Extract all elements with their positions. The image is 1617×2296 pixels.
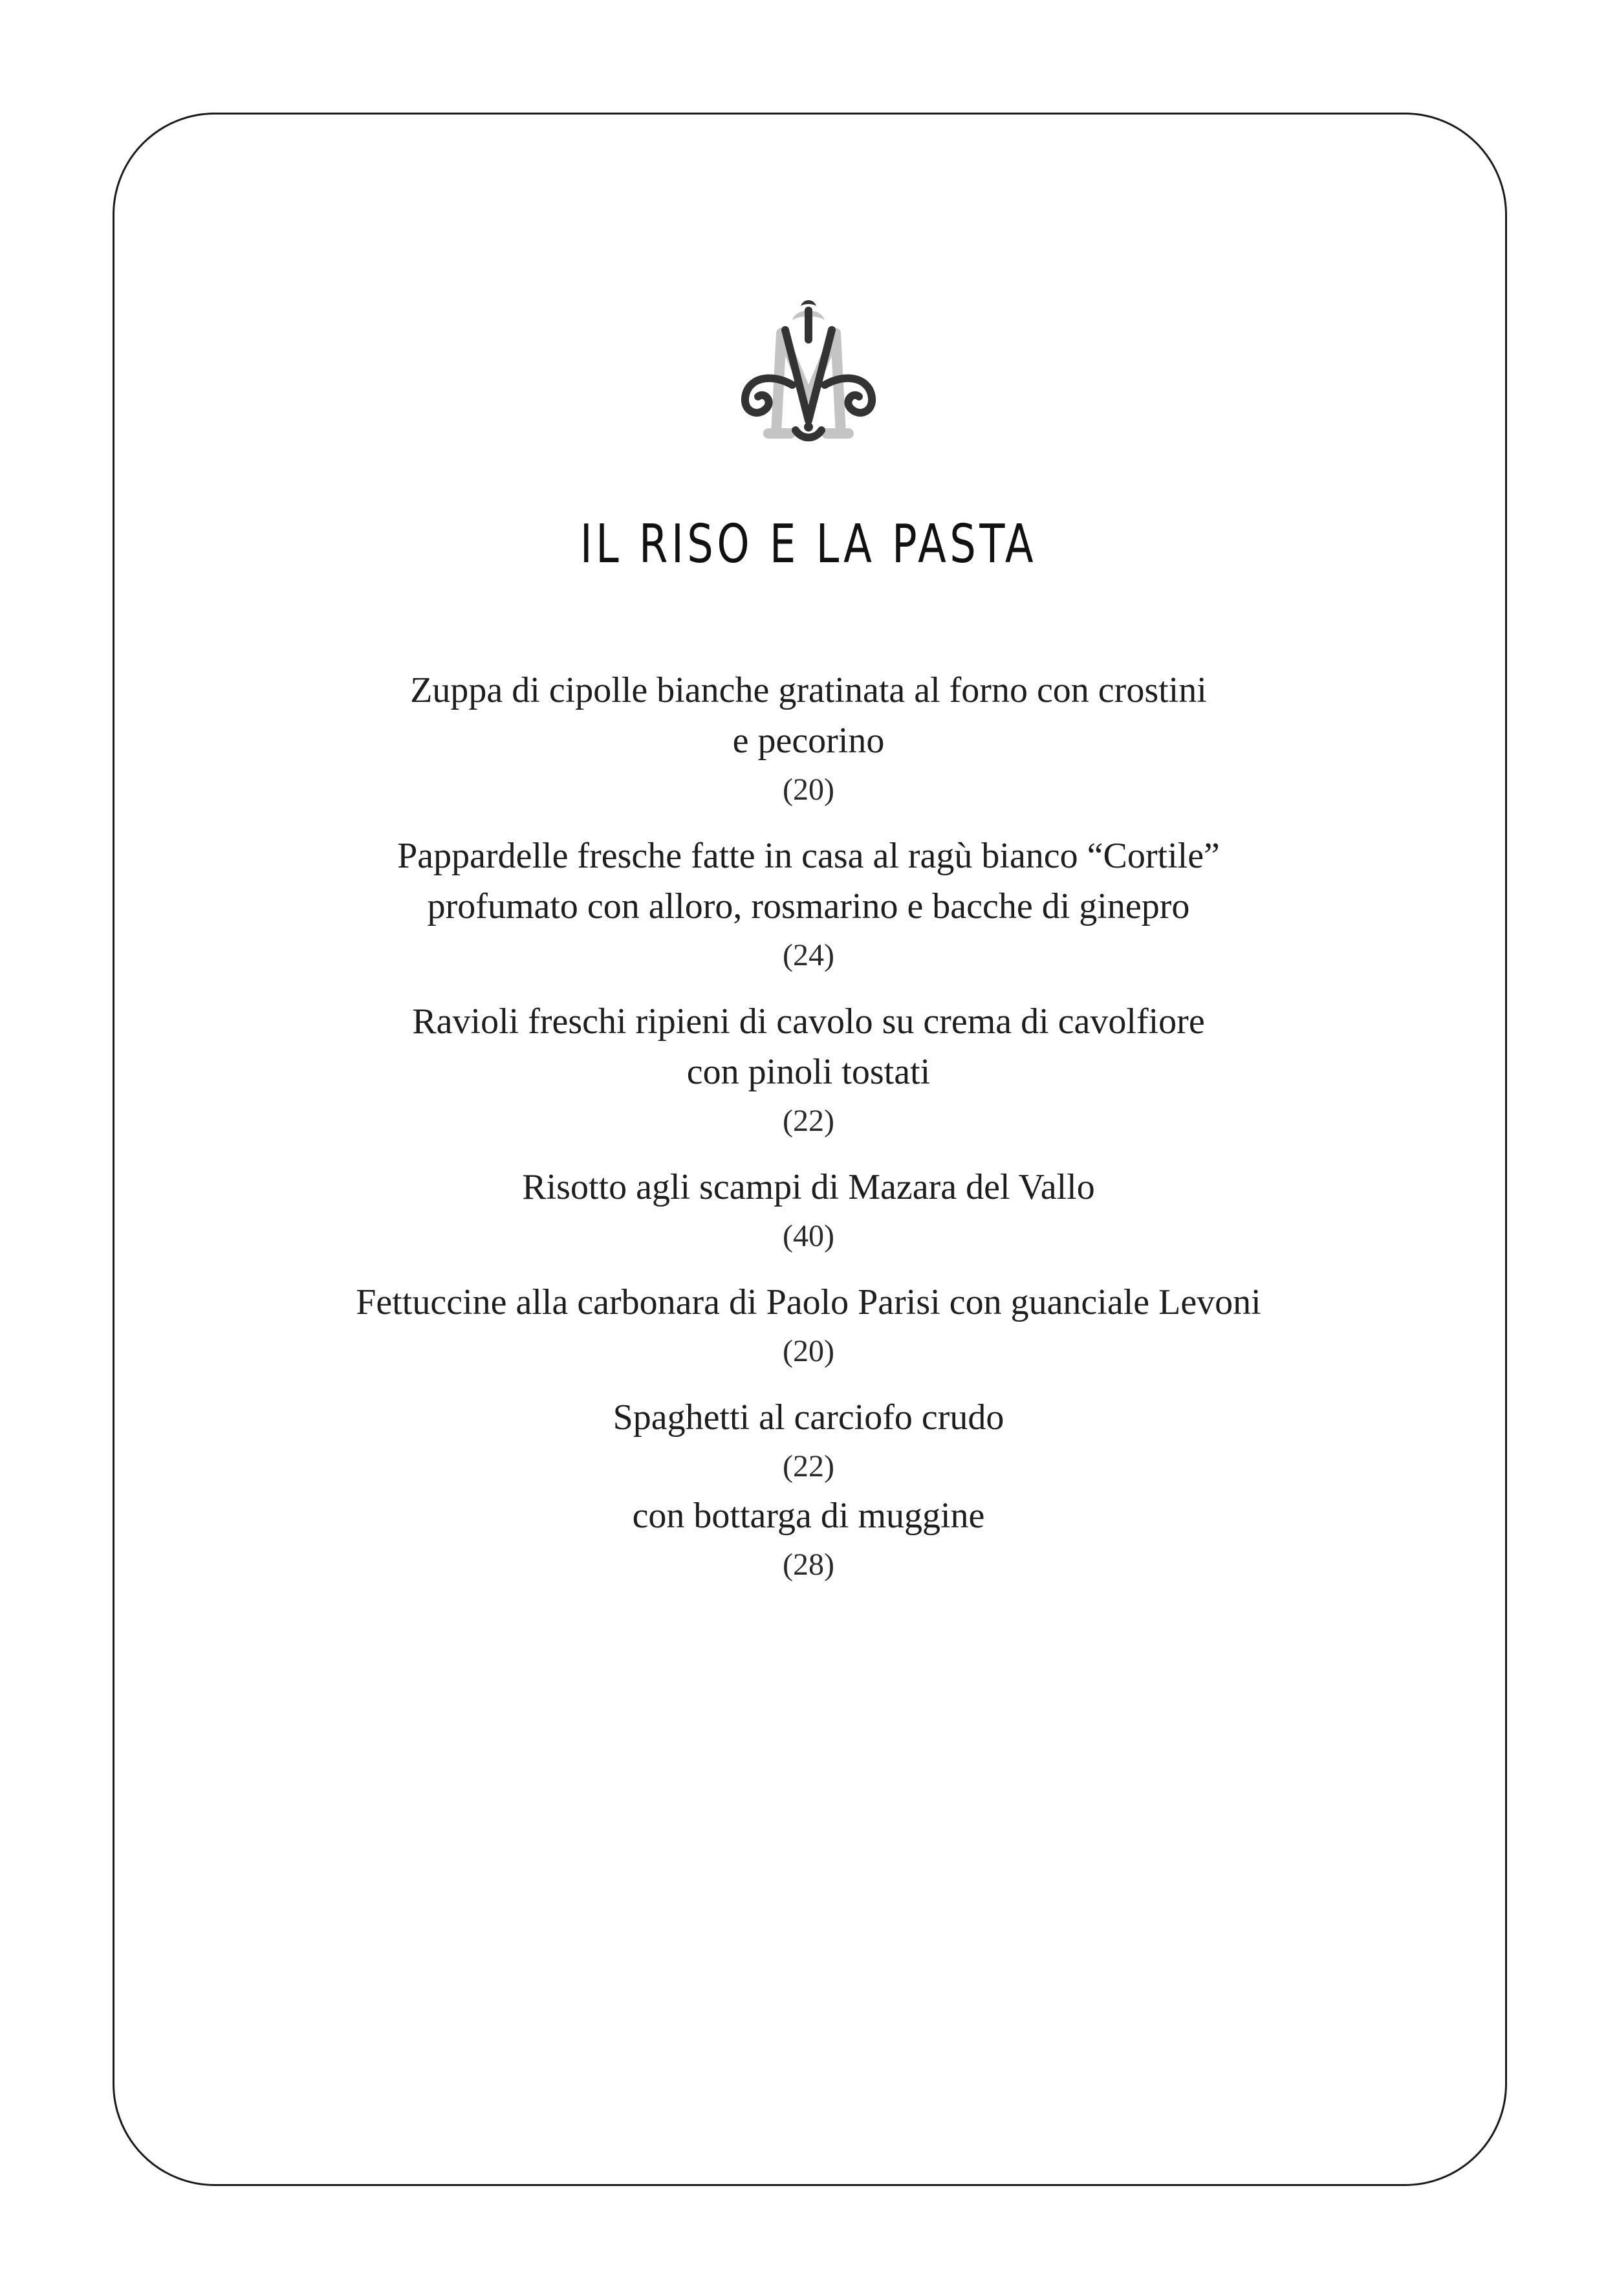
dish-price: (20) [783,772,834,807]
dish-description: e pecorino [732,721,885,761]
section-title: IL RISO E LA PASTA [580,514,1037,575]
monogram-logo-icon [731,294,886,450]
dish-description: Ravioli freschi ripieni di cavolo su crema di cavolfiore [412,1001,1205,1042]
dish-description: profumato con alloro, rosmarino e bacche di ginepro [427,886,1190,926]
dish-item [0,831,1617,979]
dish-item [0,665,1617,814]
dish-price: (22) [783,1449,834,1483]
dish-description: Pappardelle fresche fatte in casa al ragù bianco “Cortile” [397,836,1220,876]
dish-item [0,1277,1617,1375]
dish-description: Risotto agli scampi di Mazara del Vallo [522,1167,1095,1207]
dish-price: (24) [783,938,834,972]
dish-price: (20) [783,1334,834,1368]
dish-item [0,996,1617,1145]
dish-item [0,1392,1617,1589]
dish-variant: con bottarga di muggine [632,1496,985,1536]
dish-price: (40) [783,1219,834,1253]
dish-variant-price: (28) [783,1547,834,1582]
dish-description: Spaghetti al carciofo crudo [613,1397,1004,1438]
dish-list [0,665,1617,1606]
dish-description: Zuppa di cipolle bianche gratinata al forno con crostini [410,670,1207,710]
dish-item [0,1162,1617,1260]
dish-price: (22) [783,1104,834,1138]
dish-description: Fettuccine alla carbonara di Paolo Parisi con guanciale Levoni [356,1282,1261,1322]
dish-description: con pinoli tostati [686,1052,931,1092]
